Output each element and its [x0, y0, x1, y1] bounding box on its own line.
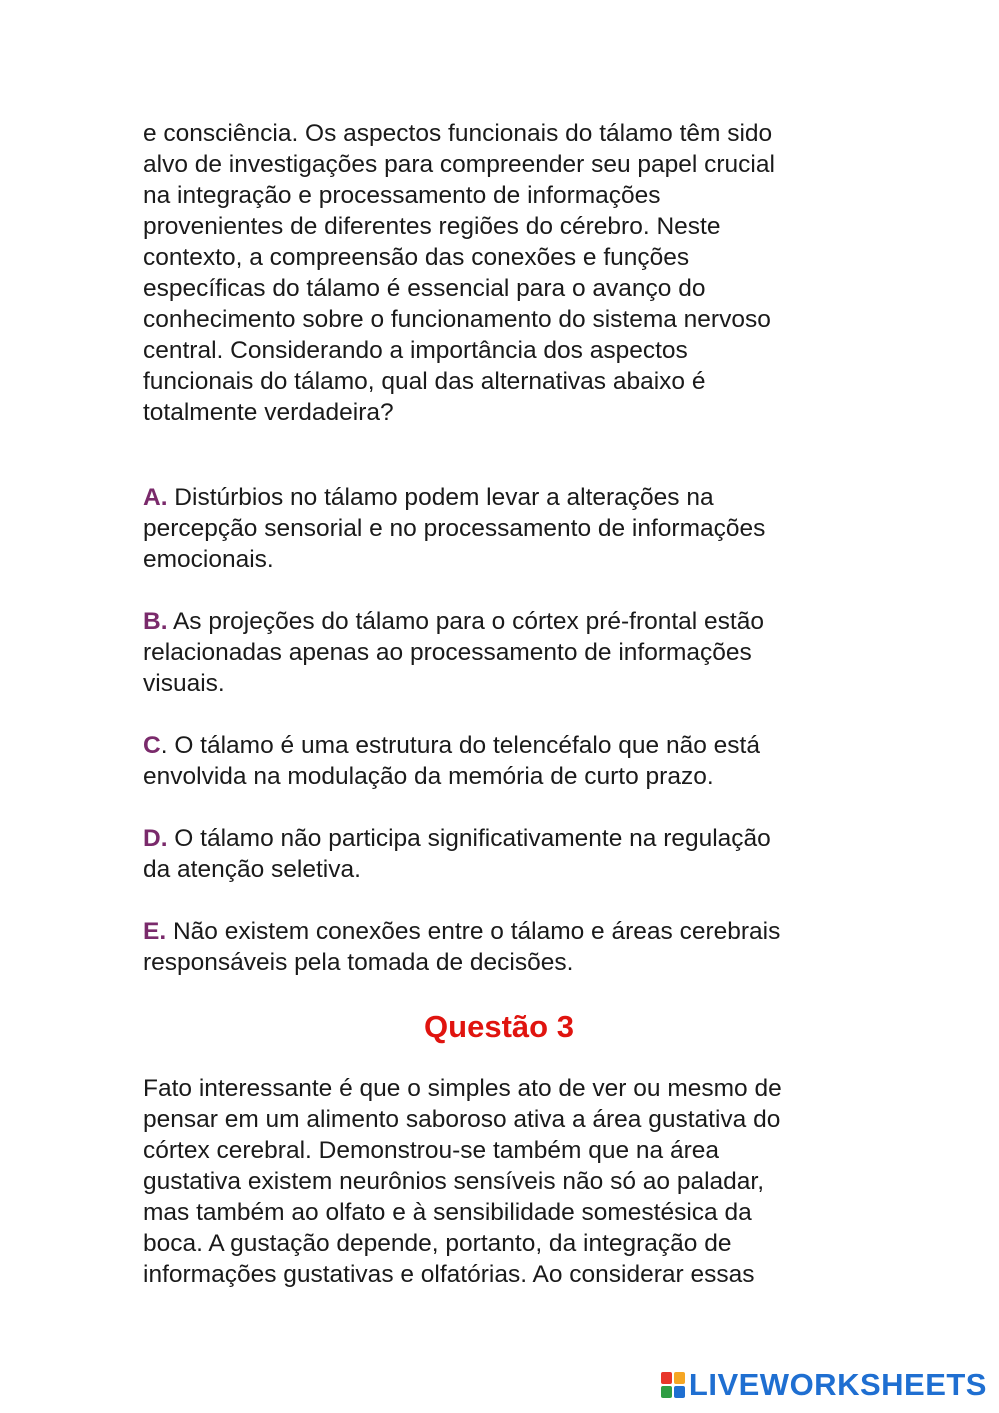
option-letter: E.	[143, 918, 167, 945]
logo-square-green	[661, 1386, 672, 1398]
intro-paragraph: e consciência. Os aspectos funcionais do tálamo têm sido alvo de investigações para compreender seu papel crucial na integração e processamento de informações provenientes de diferentes regiões do cérebro. Neste contexto, a compreensão das conexões e funções específicas do tálamo é essencial para o avanço do conhecimento sobre o funcionamento do sistema nervoso central. Considerando a importância dos aspectos funcionais do tálamo, qual das alternativas abaixo é totalmente verdadeira?	[143, 120, 775, 426]
logo-square-orange	[674, 1372, 685, 1384]
option-text: O tálamo não participa significativamente na regulação da atenção seletiva.	[143, 825, 771, 883]
logo-square-red	[661, 1372, 672, 1384]
option-b[interactable]	[143, 606, 863, 699]
answer-options	[143, 482, 863, 978]
option-e[interactable]	[143, 916, 863, 978]
liveworksheets-logo-text: LIVEWORKSHEETS	[688, 1367, 987, 1402]
option-letter: A.	[143, 484, 168, 511]
option-letter: B.	[143, 608, 168, 635]
option-text: Não existem conexões entre o tálamo e áreas cerebrais responsáveis pela tomada de decisões.	[143, 918, 781, 976]
question-3-paragraph: Fato interessante é que o simples ato de ver ou mesmo de pensar em um alimento saboroso ativa a área gustativa do córtex cerebral. Demonstrou-se também que na área gustativa existem neurônios sensíveis não só ao paladar, mas também ao olfato e à sensibilidade somestésica da boca. A gustação depende, portanto, da integração de informações gustativas e olfatórias. Ao considerar essas	[143, 1075, 782, 1288]
liveworksheets-logo-icon	[661, 1372, 685, 1398]
option-c[interactable]	[143, 730, 863, 792]
option-text: Distúrbios no tálamo podem levar a alterações na percepção sensorial e no processamento de informações emocionais.	[143, 484, 766, 573]
question-3-heading: Questão 3	[424, 1009, 574, 1044]
option-letter: C	[143, 732, 161, 759]
option-a[interactable]	[143, 482, 863, 575]
logo-square-blue	[674, 1386, 685, 1398]
option-text: As projeções do tálamo para o córtex pré-frontal estão relacionadas apenas ao processamento de informações visuais.	[143, 608, 764, 697]
option-text: . O tálamo é uma estrutura do telencéfalo que não está envolvida na modulação da memória de curto prazo.	[143, 732, 760, 790]
option-letter: D.	[143, 825, 168, 852]
worksheet-page	[143, 118, 863, 1290]
liveworksheets-logo	[661, 1367, 987, 1403]
option-d[interactable]	[143, 823, 863, 885]
